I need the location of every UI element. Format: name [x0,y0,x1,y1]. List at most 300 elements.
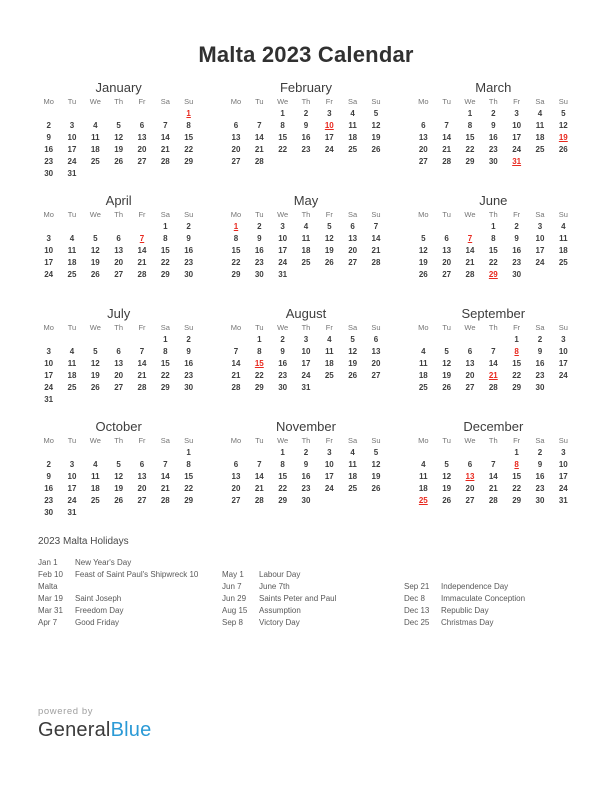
month-grid [412,435,575,507]
day-cell: 3 [327,109,332,118]
day-cell: 17 [44,258,54,267]
day-cell: 5 [421,234,426,243]
holiday-date: Jan 1 [38,558,58,567]
holiday-date: Aug 15 [222,606,248,615]
day-cell: 9 [46,133,51,142]
holiday-day-cell: 31 [512,157,522,166]
day-cell: 11 [348,121,357,130]
weekday-header: Fr [513,436,521,445]
day-cell: 12 [324,234,334,243]
weekday-header: Sa [160,436,170,445]
holiday-row [38,593,198,605]
day-cell: 11 [67,246,77,255]
day-cell: 30 [184,270,194,279]
day-cell: 18 [324,359,334,368]
day-cell: 12 [558,121,568,130]
day-cell: 17 [324,133,334,142]
day-cell: 22 [512,371,522,380]
holiday-row [222,593,336,605]
day-cell: 1 [514,448,519,457]
day-cell: 6 [139,121,145,130]
month-grid [412,209,575,281]
day-cell: 10 [67,133,77,142]
day-cell: 2 [257,222,262,231]
holiday-date: Sep 8 [222,618,243,627]
weekday-header: Tu [255,323,264,332]
day-cell: 23 [301,484,311,493]
month-grid [412,96,575,168]
day-cell: 24 [324,484,334,493]
day-cell: 6 [116,347,121,356]
empty-cell [412,221,435,233]
month-grid [412,322,575,394]
weekday-header: Su [184,323,194,332]
weekday-header: Mo [230,97,242,106]
day-cell: 6 [467,347,473,356]
day-cell: 15 [278,472,288,481]
holiday-date: Feb 10 [38,570,63,579]
day-cell: 9 [303,460,309,469]
day-cell: 10 [535,234,545,243]
empty-cell [84,221,107,233]
weekday-header: Tu [255,210,264,219]
day-cell: 31 [558,496,568,505]
weekday-header: We [89,436,101,445]
weekday-header: Th [114,210,124,219]
day-cell: 1 [491,222,496,231]
day-cell: 7 [491,347,496,356]
day-cell: 24 [301,371,311,380]
holiday-date: Dec 25 [404,618,430,627]
day-cell: 1 [467,109,473,118]
holiday-name: Independence Day [441,582,509,591]
day-cell: 24 [44,383,54,392]
empty-cell [37,108,60,120]
day-cell: 18 [418,484,428,493]
day-cell: 11 [91,472,100,481]
day-cell: 28 [137,270,147,279]
day-cell: 18 [67,258,77,267]
day-cell: 17 [67,145,77,154]
day-cell: 5 [373,109,379,118]
weekday-header: Mo [43,210,54,219]
day-cell: 13 [231,133,241,142]
day-cell: 3 [280,222,285,231]
holiday-row [222,569,336,581]
day-cell: 28 [488,496,498,505]
holidays-column [222,569,336,629]
day-cell: 21 [254,484,264,493]
month-title: October [95,419,142,434]
day-cell: 23 [535,371,545,380]
day-cell: 10 [278,234,288,243]
day-cell: 19 [371,133,381,142]
footer [38,706,151,742]
day-cell: 7 [233,347,239,356]
day-cell: 28 [465,270,475,279]
holiday-day-cell: 7 [467,234,473,243]
empty-cell [248,108,271,120]
weekday-header: Tu [442,323,451,332]
day-cell: 23 [254,258,264,267]
holiday-name: Saints Peter and Paul [259,594,337,603]
day-cell: 13 [371,347,381,356]
day-cell: 20 [348,246,358,255]
day-cell: 29 [184,157,194,166]
day-cell: 29 [512,496,522,505]
day-cell: 2 [186,335,191,344]
day-cell: 27 [114,383,124,392]
day-cell: 30 [488,157,498,166]
holiday-date: May 1 [222,570,244,579]
day-cell: 22 [512,484,522,493]
day-cell: 19 [324,246,334,255]
day-cell: 17 [301,359,311,368]
holiday-day-cell: 15 [254,359,264,368]
day-cell: 28 [442,157,452,166]
day-cell: 2 [491,109,496,118]
day-cell: 9 [257,234,262,243]
day-cell: 14 [231,359,241,368]
day-cell: 11 [325,347,334,356]
day-cell: 25 [418,383,428,392]
day-cell: 26 [324,258,334,267]
day-cell: 26 [442,383,452,392]
weekday-header: Th [301,436,311,445]
weekday-header: Mo [418,97,429,106]
day-cell: 17 [67,484,77,493]
day-cell: 4 [69,234,75,243]
month-april [37,193,200,291]
day-cell: 29 [465,157,475,166]
day-cell: 9 [186,234,191,243]
day-cell: 13 [418,133,428,142]
empty-cell [37,447,60,459]
day-cell: 1 [186,448,191,457]
day-cell: 4 [421,460,426,469]
day-cell: 11 [91,133,100,142]
weekday-header: Sa [535,436,545,445]
day-cell: 27 [348,258,358,267]
day-cell: 21 [488,484,498,493]
weekday-header: Fr [138,210,146,219]
day-cell: 15 [278,133,288,142]
day-cell: 3 [46,347,51,356]
day-cell: 29 [278,496,288,505]
weekday-header: Th [488,210,498,219]
holiday-name: Freedom Day [75,606,124,615]
day-cell: 22 [184,484,194,493]
day-cell: 26 [114,496,124,505]
day-cell: 28 [231,383,241,392]
weekday-header: We [464,436,476,445]
day-cell: 25 [90,496,100,505]
day-cell: 3 [327,448,332,457]
day-cell: 18 [67,371,77,380]
weekday-header: Fr [325,97,333,106]
day-cell: 2 [303,109,309,118]
day-cell: 16 [278,359,288,368]
day-cell: 22 [160,258,170,267]
day-cell: 7 [491,460,496,469]
day-cell: 11 [419,359,428,368]
day-cell: 30 [535,496,545,505]
day-cell: 5 [93,347,98,356]
holiday-day-cell: 8 [514,347,519,356]
holiday-row [38,617,198,629]
empty-cell [458,334,481,346]
day-cell: 27 [137,157,147,166]
day-cell: 18 [90,145,100,154]
day-cell: 4 [350,448,355,457]
day-cell: 5 [116,121,121,130]
month-october [37,419,200,517]
empty-cell [60,334,83,346]
day-cell: 14 [137,246,147,255]
holidays-column [38,557,198,629]
day-cell: 12 [371,121,381,130]
empty-cell [130,108,153,120]
day-cell: 16 [184,359,194,368]
day-cell: 27 [371,371,381,380]
day-cell: 21 [254,145,264,154]
day-cell: 31 [44,395,54,404]
day-cell: 24 [44,270,54,279]
weekday-header: Su [184,210,194,219]
day-cell: 5 [116,460,121,469]
holiday-name: Christmas Day [441,618,494,627]
day-cell: 17 [324,472,334,481]
day-cell: 8 [280,460,285,469]
holiday-row [404,581,525,593]
day-cell: 5 [93,234,98,243]
day-cell: 20 [231,145,241,154]
weekday-header: Mo [43,436,54,445]
day-cell: 7 [373,222,379,231]
day-cell: 18 [558,246,568,255]
day-cell: 13 [442,246,452,255]
holiday-row [404,593,525,605]
day-cell: 5 [561,109,566,118]
day-cell: 21 [137,371,147,380]
weekday-header: Sa [160,323,170,332]
day-cell: 20 [114,258,124,267]
day-cell: 19 [90,258,100,267]
day-cell: 11 [419,472,428,481]
empty-cell [458,221,481,233]
day-cell: 30 [184,383,194,392]
weekday-header: Mo [43,323,54,332]
month-february [224,80,387,178]
day-cell: 29 [512,383,522,392]
weekday-header: Fr [138,97,146,106]
day-cell: 10 [512,121,522,130]
day-cell: 6 [350,222,355,231]
day-cell: 13 [231,472,241,481]
day-cell: 31 [278,270,288,279]
powered-by-label: powered by [38,706,94,717]
day-cell: 1 [280,448,285,457]
holiday-day-cell: 10 [324,121,334,130]
month-title: November [276,419,336,434]
empty-cell [130,221,153,233]
day-cell: 16 [301,472,311,481]
empty-cell [107,221,130,233]
weekday-header: Sa [535,323,545,332]
holidays-columns [38,557,574,641]
weekday-header: Fr [513,210,521,219]
holiday-name: Good Friday [75,618,120,627]
day-cell: 4 [93,460,98,469]
day-cell: 23 [535,484,545,493]
weekday-header: Su [371,436,381,445]
empty-cell [130,334,153,346]
day-cell: 23 [184,258,194,267]
empty-cell [154,447,177,459]
page-title: Malta 2023 Calendar [198,42,414,67]
day-cell: 24 [535,258,545,267]
month-title: February [279,80,332,95]
month-grid [224,435,387,507]
day-cell: 25 [90,157,100,166]
months-grid [37,80,575,517]
day-cell: 2 [537,448,543,457]
day-cell: 29 [254,383,264,392]
day-cell: 16 [44,484,54,493]
weekday-header: Th [488,97,498,106]
day-cell: 22 [465,145,475,154]
holidays-section [38,536,574,641]
day-cell: 29 [184,496,194,505]
day-cell: 23 [278,371,288,380]
day-cell: 8 [186,121,191,130]
month-grid [37,96,200,180]
empty-cell [84,108,107,120]
day-cell: 14 [254,472,264,481]
day-cell: 15 [465,133,475,142]
day-cell: 26 [418,270,428,279]
day-cell: 19 [114,145,124,154]
empty-cell [224,447,247,459]
day-cell: 13 [137,472,147,481]
day-cell: 21 [160,145,170,154]
day-cell: 16 [512,246,522,255]
day-cell: 5 [373,448,379,457]
day-cell: 5 [327,222,332,231]
day-cell: 11 [348,460,357,469]
day-cell: 12 [114,472,124,481]
holiday-date: Apr 7 [38,618,58,627]
day-cell: 24 [558,371,568,380]
day-cell: 18 [418,371,428,380]
day-cell: 8 [467,121,473,130]
day-cell: 30 [44,169,54,178]
empty-cell [107,447,130,459]
day-cell: 6 [467,460,473,469]
weekday-header: Su [371,97,381,106]
holiday-name: Saint Joseph [75,594,122,603]
day-cell: 23 [44,157,54,166]
empty-cell [224,108,247,120]
day-cell: 3 [69,460,75,469]
weekday-header: Sa [348,436,358,445]
day-cell: 13 [137,133,147,142]
logo-text-general: General [38,719,111,741]
empty-cell [435,108,458,120]
day-cell: 22 [278,484,288,493]
day-cell: 10 [44,359,54,368]
empty-cell [458,447,481,459]
empty-cell [435,221,458,233]
weekday-header: Tu [255,97,264,106]
day-cell: 15 [184,133,194,142]
day-cell: 15 [184,472,194,481]
empty-cell [435,334,458,346]
empty-cell [84,334,107,346]
day-cell: 6 [373,335,379,344]
holiday-name: Republic Day [441,606,489,615]
month-title: June [479,193,508,208]
month-march [412,80,575,178]
weekday-header: We [89,97,101,106]
weekday-header: Su [558,436,568,445]
day-cell: 23 [488,145,498,154]
day-cell: 12 [442,359,452,368]
day-cell: 25 [67,383,77,392]
day-cell: 20 [114,371,124,380]
day-cell: 26 [371,484,381,493]
month-august [224,306,387,404]
month-june [412,193,575,291]
day-cell: 12 [90,246,100,255]
day-cell: 2 [46,121,51,130]
weekday-header: We [277,323,289,332]
day-cell: 30 [512,270,522,279]
day-cell: 14 [488,472,498,481]
weekday-header: Su [184,436,194,445]
day-cell: 24 [512,145,522,154]
day-cell: 21 [442,145,452,154]
holiday-day-cell: 29 [488,270,498,279]
weekday-header: Sa [535,97,545,106]
day-cell: 1 [280,109,285,118]
day-cell: 8 [233,234,239,243]
month-title: July [107,306,131,321]
month-title: December [463,419,524,434]
holidays-title: 2023 Malta Holidays [38,536,129,547]
day-cell: 26 [558,145,568,154]
weekday-header: We [89,323,101,332]
day-cell: 26 [90,270,100,279]
weekday-header: Mo [418,210,429,219]
day-cell: 28 [254,496,264,505]
day-cell: 14 [254,133,264,142]
day-cell: 8 [491,234,496,243]
day-cell: 4 [303,222,309,231]
weekday-header: Th [114,97,124,106]
empty-cell [107,108,130,120]
day-cell: 23 [184,371,194,380]
weekday-header: Mo [43,97,54,106]
day-cell: 31 [67,508,77,517]
month-july [37,306,200,404]
holiday-name: Assumption [259,606,301,615]
day-cell: 4 [421,347,426,356]
day-cell: 27 [137,496,147,505]
day-cell: 7 [257,460,262,469]
day-cell: 6 [233,121,239,130]
day-cell: 3 [561,335,566,344]
